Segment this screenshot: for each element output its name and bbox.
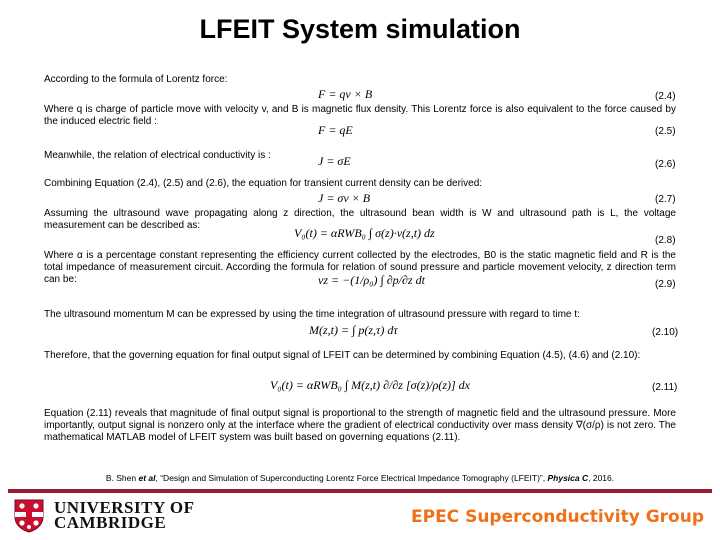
university-name-line1: UNIVERSITY OF bbox=[54, 498, 195, 517]
paragraph-lorentz-intro: According to the formula of Lorentz force: bbox=[44, 74, 228, 85]
equation-number-2-6: (2.6) bbox=[655, 159, 676, 170]
paragraph-current-density: Combining Equation (2.4), (2.5) and (2.6), the equation for transient current density can be derived: bbox=[44, 178, 483, 189]
equation-number-2-11: (2.11) bbox=[652, 382, 678, 393]
equation-2-9: vz = −(1/ρ₀) ∫ ∂p/∂z dt bbox=[318, 273, 425, 287]
equation-2-10: M(z,t) = ∫ p(z,τ) dτ bbox=[309, 323, 398, 337]
equation-2-6: J = σE bbox=[318, 154, 351, 168]
reference-citation: B. Shen et al, “Design and Simulation of Superconducting Lorentz Force Electrical Impedance Tomography (LFEIT)”, Physica C, 2016. bbox=[105, 473, 615, 483]
equation-number-2-9: (2.9) bbox=[655, 279, 676, 290]
equation-number-2-7: (2.7) bbox=[655, 194, 676, 205]
equation-number-2-5: (2.5) bbox=[655, 126, 676, 137]
cambridge-shield-logo bbox=[14, 499, 44, 533]
equation-number-2-8: (2.8) bbox=[655, 235, 676, 246]
paragraph-voltage-measurement: Assuming the ultrasound wave propagating along z direction, the ultrasound bean width is W and ultrasound path is L, the voltage measurement can be described as: bbox=[44, 208, 676, 232]
paragraph-conductivity: Meanwhile, the relation of electrical conductivity is : bbox=[44, 150, 271, 161]
paragraph-conclusion: Equation (2.11) reveals that magnitude of final output signal is proportional to the strength of magnetic field and the ultrasound pressure. More importantly, output signal is nonzero only at the interface where the gradient of electrical conductivity over mass density ∇(σ/ρ) is not zero. The mathematical MATLAB model of LFEIT system was built based on governing equations (2.11). bbox=[44, 408, 676, 444]
paragraph-governing-equation: Therefore, that the governing equation for final output signal of LFEIT can be determined by combining Equation (4.5), (4.6) and (2.10): bbox=[44, 350, 641, 361]
group-name: EPEC Superconductivity Group bbox=[411, 507, 704, 527]
paragraph-momentum: The ultrasound momentum M can be expressed by using the time integration of ultrasound pressure with regard to time t: bbox=[44, 309, 580, 320]
equation-2-5: F = qE bbox=[318, 123, 353, 137]
equation-2-7: J = σv × B bbox=[318, 191, 371, 205]
equation-2-8: V₀(t) = αRWB₀ ∫ σ(z)·v(z,t) dz bbox=[294, 226, 435, 240]
university-name-line2: CAMBRIDGE bbox=[54, 513, 167, 532]
equation-2-4: F = qv × B bbox=[318, 87, 373, 101]
paragraph-lorentz-explanation: Where q is charge of particle move with velocity v, and B is magnetic flux density. This Lorentz force is also equivalent to the force caused by the induced electric field : bbox=[44, 104, 676, 128]
equation-number-2-4: (2.4) bbox=[655, 91, 676, 102]
paragraph-alpha-definition: Where α is a percentage constant representing the efficiency current collected by the electrodes, B0 is the static magnetic field and R is the total impedance of measurement circuit. According the formula for relation of sound pressure and particle movement velocity, z direction term can be: bbox=[44, 250, 676, 286]
page-title: LFEIT System simulation bbox=[199, 14, 521, 44]
footer-divider bbox=[8, 489, 712, 493]
equation-number-2-10: (2.10) bbox=[652, 327, 679, 338]
equation-2-11: V₀(t) = αRWB₀ ∫ M(z,t) ∂/∂z [σ(z)/ρ(z)] dx bbox=[270, 378, 470, 392]
